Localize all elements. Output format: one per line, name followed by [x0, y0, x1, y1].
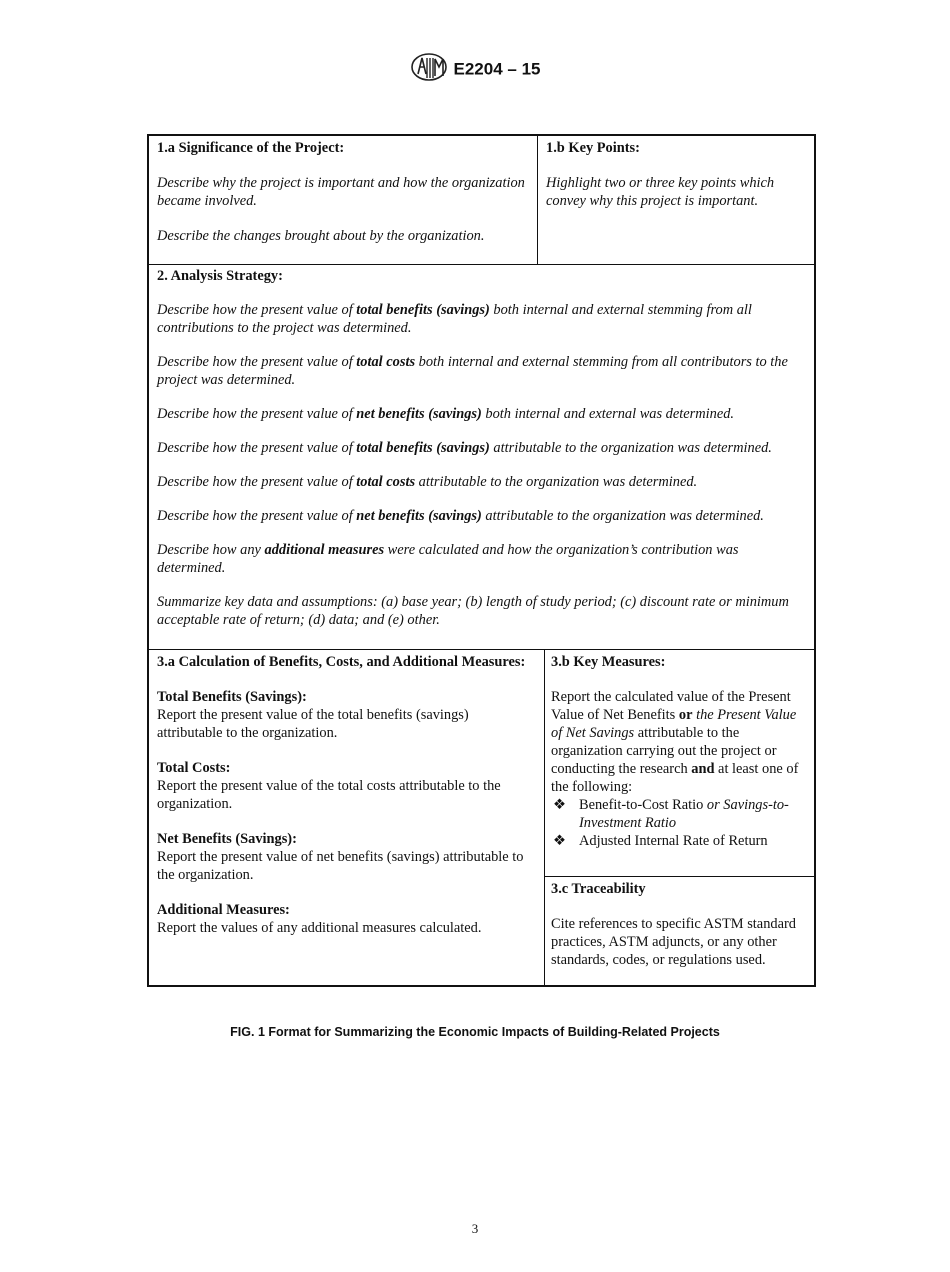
- diamond-bullet-icon: ❖: [553, 797, 566, 813]
- page-header: [0, 52, 950, 87]
- figure-caption: FIG. 1 Format for Summarizing the Economic Impacts of Building-Related Projects: [230, 1025, 720, 1039]
- strategy-item: Describe how the present value of total costs attributable to the organization was determined.: [157, 474, 698, 490]
- strategy-item: Describe how the present value of net benefits (savings) attributable to the organization was determined.: [157, 508, 764, 524]
- strategy-item: Describe how the present value of net benefits (savings) both internal and external was determined.: [157, 406, 735, 422]
- key-measures-title: 3.b Key Measures:: [551, 654, 666, 670]
- additional-measures-heading: Additional Measures:: [157, 902, 290, 918]
- right-column: [545, 650, 814, 985]
- total-benefits-heading: Total Benefits (Savings):: [157, 689, 307, 705]
- significance-cell: [149, 136, 538, 264]
- analysis-strategy-title: 2. Analysis Strategy:: [157, 268, 283, 284]
- net-benefits-heading: Net Benefits (Savings):: [157, 831, 297, 847]
- list-item: ❖ Adjusted Internal Rate of Return: [553, 833, 768, 849]
- strategy-item: Describe how the present value of total benefits (savings) attributable to the organization was determined.: [157, 440, 772, 456]
- traceability-cell: [545, 877, 814, 985]
- significance-title: 1.a Significance of the Project:: [157, 140, 345, 156]
- calculation-title: 3.a Calculation of Benefits, Costs, and Additional Measures:: [157, 654, 526, 670]
- astm-logo-icon: [410, 52, 448, 87]
- additional-measures-text: Report the values of any additional measures calculated.: [157, 920, 482, 936]
- analysis-strategy-section: [149, 265, 814, 650]
- traceability-title: 3.c Traceability: [551, 881, 646, 897]
- strategy-item: Describe how any additional measures were calculated and how the organization’s contribution was determined.: [157, 542, 739, 576]
- traceability-text: Cite references to specific ASTM standard practices, ASTM adjuncts, or any other standards, codes, or regulations used.: [551, 916, 796, 968]
- total-costs-heading: Total Costs:: [157, 760, 231, 776]
- strategy-summary: Summarize key data and assumptions: (a) base year; (b) length of study period; (c) discount rate or minimum acceptable rate of return; (d) data; and (e) other.: [157, 594, 789, 628]
- summary-format-table: [147, 134, 816, 987]
- key-points-cell: [538, 136, 814, 264]
- page-number: 3: [471, 1221, 479, 1236]
- key-measures-cell: [545, 650, 814, 877]
- key-points-text: Highlight two or three key points which convey why this project is important.: [546, 175, 775, 209]
- section-3-row: [149, 650, 814, 985]
- significance-text-2: Describe the changes brought about by the organization.: [157, 228, 485, 244]
- net-benefits-text: Report the present value of net benefits (savings) attributable to the organization.: [157, 849, 524, 883]
- key-measures-text: Report the calculated value of the Present Value of Net Benefits or the Present Value of Net Savings attributable to the organization carrying out the project or conducting the research and at least one of the following:: [551, 689, 799, 795]
- significance-text-1: Describe why the project is important and how the organization became involved.: [157, 175, 525, 209]
- strategy-item: Describe how the present value of total costs both internal and external stemming from all contributors to the project was determined.: [157, 354, 788, 388]
- strategy-item: Describe how the present value of total benefits (savings) both internal and external stemming from all contributions to the project was determined.: [157, 302, 752, 336]
- standard-code: E2204 – 15: [453, 59, 541, 79]
- total-costs-text: Report the present value of the total costs attributable to the organization.: [157, 778, 501, 812]
- list-item: ❖ Benefit-to-Cost Ratio or Savings-to-Investment Ratio: [553, 797, 789, 831]
- total-benefits-text: Report the present value of the total benefits (savings) attributable to the organization.: [157, 707, 469, 741]
- calculation-cell: [149, 650, 545, 985]
- key-points-title: 1.b Key Points:: [546, 140, 640, 156]
- diamond-bullet-icon: ❖: [553, 833, 566, 849]
- section-1-row: [149, 136, 814, 265]
